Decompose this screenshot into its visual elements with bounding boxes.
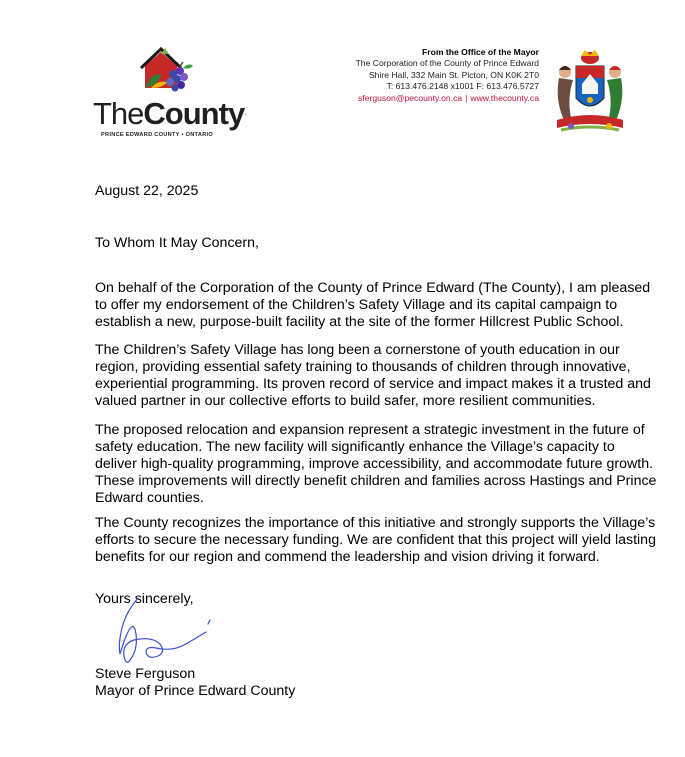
paragraph-line: experiential programming. Its proven record of service and impact makes it a trusted and xyxy=(95,376,651,392)
paragraph-line: On behalf of the Corporation of the County of Prince Edward (The County), I am pleased xyxy=(95,280,651,296)
link-separator: | xyxy=(465,92,468,103)
logo-county: County xyxy=(143,96,245,131)
contact-links xyxy=(356,93,539,104)
signer-title: Mayor of Prince Edward County xyxy=(95,683,296,699)
paragraph-line: establish a new, purpose-built facility at the site of the former Hillcrest Public School. xyxy=(95,314,624,330)
signature-icon xyxy=(100,594,220,674)
closing: Yours sincerely, xyxy=(95,591,194,607)
paragraph-line: region, providing essential safety training to thousands of children through innovative, xyxy=(95,359,631,375)
organization-name: The Corporation of the County of Prince Edward xyxy=(355,58,539,69)
logo-subtitle: PRINCE EDWARD COUNTY • ONTARIO xyxy=(101,132,214,138)
paragraph-line: to offer my endorsement of the Children’s Safety Village and its capital campaign to xyxy=(95,297,618,313)
logo-wordmark xyxy=(93,97,245,131)
paragraph-line: These improvements will directly benefit children and families across Hastings and Prince xyxy=(95,473,657,489)
paragraph-line: Edward counties. xyxy=(95,490,204,506)
paragraph-1 xyxy=(95,280,651,331)
letter-date: August 22, 2025 xyxy=(95,183,199,199)
paragraph-3 xyxy=(95,422,657,507)
paragraph-line: safety education. The new facility will significantly enhance the Village’s capacity to xyxy=(95,439,615,455)
the-county-logo xyxy=(93,42,253,147)
paragraph-line: The Children’s Safety Village has long been a cornerstone of youth education in our xyxy=(95,342,620,358)
logo-mark-dot: . xyxy=(244,110,246,117)
email-link[interactable]: sferguson@pecounty.on.ca xyxy=(358,92,463,103)
paragraph-line: The proposed relocation and expansion represent a strategic investment in the future of xyxy=(95,422,645,438)
county-logo-icon xyxy=(139,44,197,96)
letterhead-contact xyxy=(356,47,539,104)
paragraph-line: efforts to secure the necessary funding. We are confident that this project will yield lasting xyxy=(95,532,656,548)
coat-of-arms-icon xyxy=(551,48,629,136)
salutation: To Whom It May Concern, xyxy=(95,235,259,251)
signer-name: Steve Ferguson xyxy=(95,666,196,682)
logo-the: The xyxy=(93,96,144,131)
paragraph-2 xyxy=(95,342,651,410)
website-link[interactable]: www.thecounty.ca xyxy=(470,92,539,103)
paragraph-4 xyxy=(95,515,656,566)
paragraph-line: valued partner in our collective efforts to build safer, more resilient communities. xyxy=(95,393,596,409)
paragraph-line: benefits for our region and commend the leadership and vision driving it forward. xyxy=(95,549,600,565)
office-phone: T: 613.476.2148 x1001 F: 613.476.5727 xyxy=(386,81,539,92)
paragraph-line: deliver high-quality programming, improve accessibility, and accommodate future growth. xyxy=(95,456,654,472)
office-address: Shire Hall, 332 Main St. Picton, ON K0K 2T0 xyxy=(368,69,539,80)
paragraph-line: The County recognizes the importance of this initiative and strongly supports the Village’s xyxy=(95,515,656,531)
office-title: From the Office of the Mayor xyxy=(422,47,539,57)
